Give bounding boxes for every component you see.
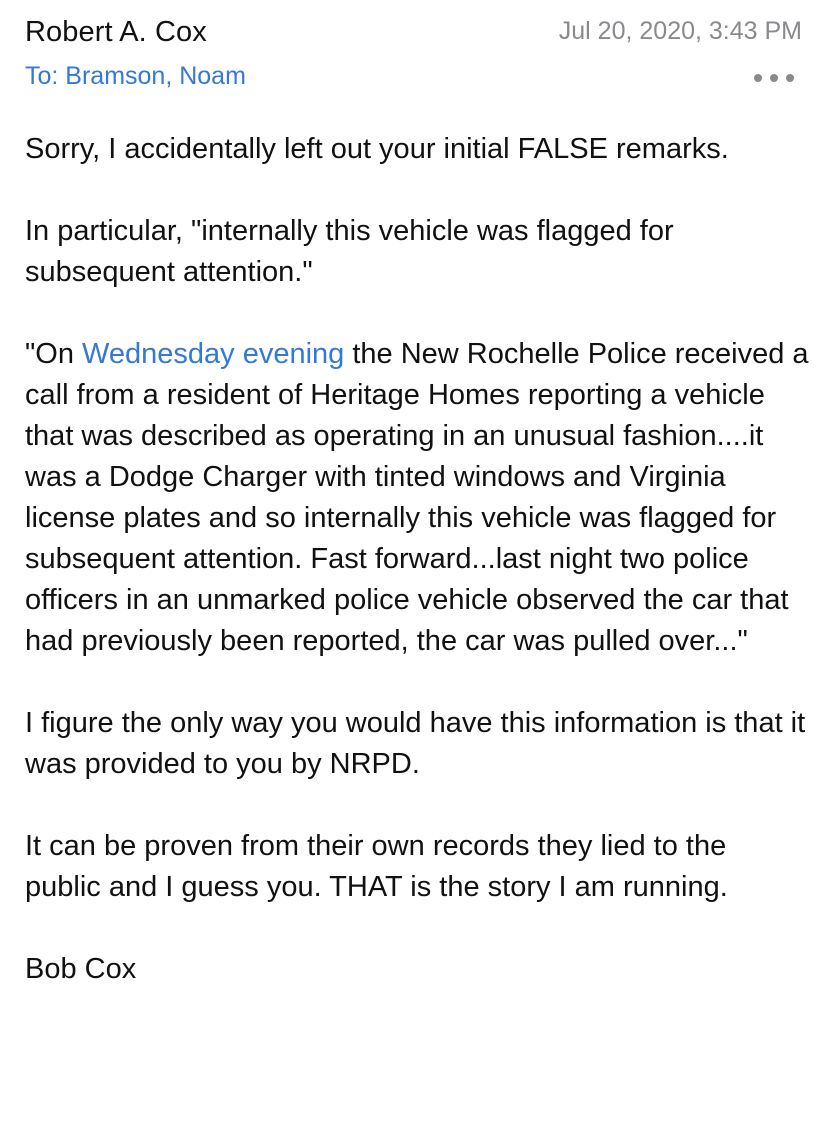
date-link[interactable]: Wednesday evening [82, 338, 345, 370]
quote-open-text: "On [25, 338, 83, 370]
quote-body-text: the New Rochelle Police received a call from a resident of Heritage Homes reporting a vehicle that was described as operating in an unusual fashion....it was a Dodge Charger with tinted windows and Virginia license plates and so internally this vehicle was flagged for subsequent attention. Fast forward...last night two police officers in an unmarked police vehicle observed the car that had previously been reported, the car was pulled over..." [25, 338, 809, 657]
body-paragraph: In particular, "internally this vehicle was flagged for subsequent attention." [25, 215, 674, 288]
body-paragraph: It can be proven from their own records they lied to the public and I guess you. THAT is the story I am running. [25, 830, 728, 903]
ellipsis-icon[interactable] [754, 64, 794, 92]
message-header [0, 0, 828, 110]
ellipsis-dot [786, 74, 794, 82]
body-paragraph [25, 334, 810, 662]
recipients-line[interactable]: To: Bramson, Noam [25, 62, 246, 90]
body-paragraph: I figure the only way you would have this information is that it was provided to you by NRPD. [25, 707, 806, 780]
message-body [25, 129, 810, 1031]
ellipsis-dot [754, 74, 762, 82]
sender-name[interactable]: Robert A. Cox [25, 16, 207, 48]
message-date: Jul 20, 2020, 3:43 PM [558, 17, 802, 45]
body-paragraph: Sorry, I accidentally left out your initial FALSE remarks. [25, 133, 729, 165]
signature: Bob Cox [25, 953, 137, 985]
ellipsis-dot [770, 74, 778, 82]
